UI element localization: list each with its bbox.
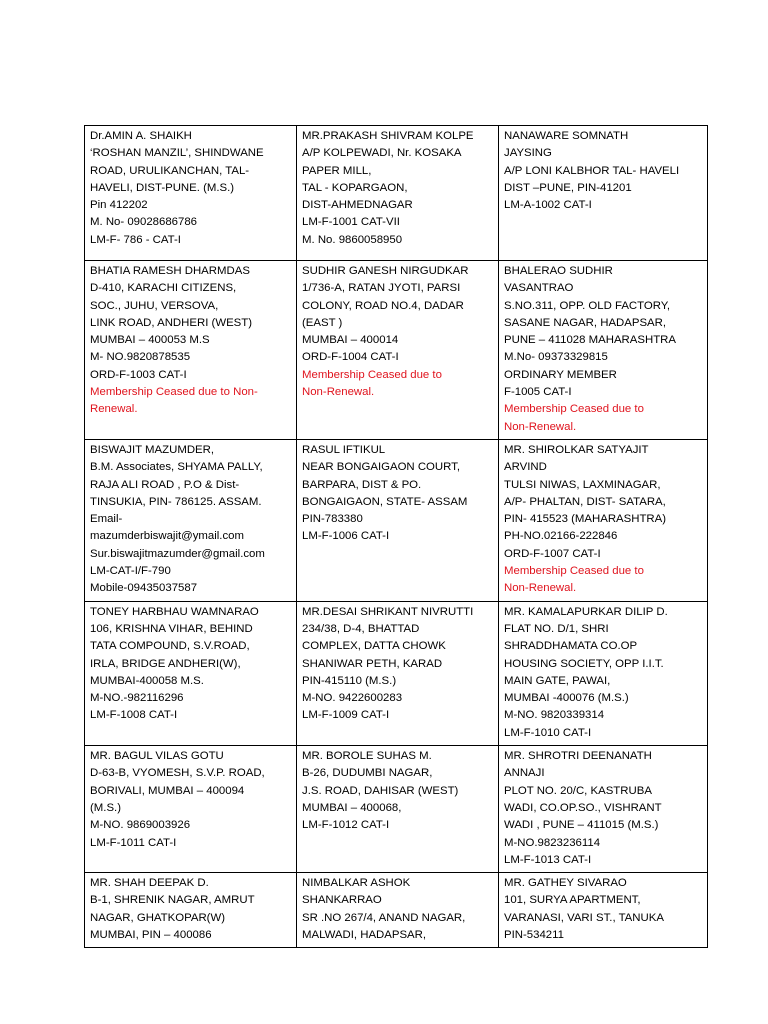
member-entry-cell xyxy=(499,439,708,601)
entry-line: DIST –PUNE, PIN-41201 xyxy=(504,181,632,194)
membership-ceased-note: Non-Renewal. xyxy=(504,582,577,595)
entry-line: D-410, KARACHI CITIZENS, xyxy=(90,282,237,295)
entry-line: ANNAJI xyxy=(504,767,545,780)
entry-line: LM-F-1011 CAT-I xyxy=(90,836,177,849)
member-entry-cell xyxy=(297,873,499,948)
entry-line: MR. BOROLE SUHAS M. xyxy=(302,750,432,763)
entry-line: MR. SHIROLKAR SATYAJIT xyxy=(504,443,649,456)
entry-line: LINK ROAD, ANDHERI (WEST) xyxy=(90,316,253,329)
entry-line: A/P KOLPEWADI, Nr. KOSAKA xyxy=(302,147,462,160)
entry-line: MR. BAGUL VILAS GOTU xyxy=(90,750,224,763)
member-entry-cell xyxy=(499,261,708,440)
entry-line: PUNE – 411028 MAHARASHTRA xyxy=(504,334,676,347)
membership-ceased-note: Membership Ceased due to Non- xyxy=(90,386,258,399)
table-row xyxy=(85,873,708,948)
member-entry-cell xyxy=(499,873,708,948)
membership-ceased-note: Membership Ceased due to xyxy=(302,368,442,381)
entry-line: PIN- 415523 (MAHARASHTRA) xyxy=(504,513,667,526)
entry-line: A/P- PHALTAN, DIST- SATARA, xyxy=(504,495,666,508)
entry-line: PAPER MILL, xyxy=(302,164,372,177)
entry-line: J.S. ROAD, DAHISAR (WEST) xyxy=(302,784,459,797)
member-directory-table xyxy=(84,125,708,948)
entry-line: M.No- 09373329815 xyxy=(504,351,608,364)
entry-line: M-NO. 9869003926 xyxy=(90,819,191,832)
entry-line: MAIN GATE, PAWAI, xyxy=(504,674,611,687)
entry-line: 101, SURYA APARTMENT, xyxy=(504,894,641,907)
entry-line: BHATIA RAMESH DHARMDAS xyxy=(90,265,250,277)
entry-line: D-63-B, VYOMESH, S.V.P. ROAD, xyxy=(90,767,265,780)
membership-ceased-note: Non-Renewal. xyxy=(504,420,577,433)
member-entry-cell xyxy=(85,601,297,745)
entry-line: LM-F- 786 - CAT-I xyxy=(90,233,181,246)
entry-line: SOC., JUHU, VERSOVA, xyxy=(90,299,219,312)
entry-line: FLAT NO. D/1, SHRI xyxy=(504,622,609,635)
entry-line: RAJA ALI ROAD , P.O & Dist- xyxy=(90,478,240,491)
member-entry-cell xyxy=(499,746,708,873)
entry-line: SUDHIR GANESH NIRGUDKAR xyxy=(302,265,469,277)
entry-line: LM-CAT-I/F-790 xyxy=(90,565,171,578)
entry-line: TULSI NIWAS, LAXMINAGAR, xyxy=(504,478,661,491)
entry-line: PIN-415110 (M.S.) xyxy=(302,674,397,687)
entry-line: mazumderbiswajit@ymail.com xyxy=(90,530,244,543)
entry-line: LM-F-1008 CAT-I xyxy=(90,709,178,722)
entry-line: F-1005 CAT-I xyxy=(504,386,572,399)
entry-line: Dr.AMIN A. SHAIKH xyxy=(90,130,192,142)
member-entry-cell xyxy=(297,439,499,601)
entry-line: DIST-AHMEDNAGAR xyxy=(302,199,413,212)
entry-line: ‘ROSHAN MANZIL’, SHINDWANE xyxy=(90,147,264,160)
entry-line: MALWADI, HADAPSAR, xyxy=(302,928,427,941)
entry-line: MUMBAI – 400068, xyxy=(302,801,402,814)
entry-line: SR .NO 267/4, ANAND NAGAR, xyxy=(302,911,466,924)
entry-line: MUMBAI – 400053 M.S xyxy=(90,334,210,347)
entry-line: ORDINARY MEMBER xyxy=(504,368,617,381)
entry-line: BHALERAO SUDHIR xyxy=(504,265,613,277)
entry-line: B.M. Associates, SHYAMA PALLY, xyxy=(90,461,263,474)
entry-line: PIN-783380 xyxy=(302,513,363,526)
entry-line: LM-F-1012 CAT-I xyxy=(302,819,390,832)
entry-line: Pin 412202 xyxy=(90,199,148,212)
entry-line: B-26, DUDUMBI NAGAR, xyxy=(302,767,433,780)
entry-line: HOUSING SOCIETY, OPP I.I.T. xyxy=(504,657,664,670)
entry-line: NAGAR, GHATKOPAR(W) xyxy=(90,911,226,924)
member-entry-cell xyxy=(85,126,297,261)
entry-line: NANAWARE SOMNATH xyxy=(504,130,629,142)
table-row xyxy=(85,261,708,440)
entry-line: RASUL IFTIKUL xyxy=(302,443,386,456)
entry-line: NIMBALKAR ASHOK xyxy=(302,877,411,890)
entry-line: MUMBAI -400076 (M.S.) xyxy=(504,692,629,705)
entry-line: COMPLEX, DATTA CHOWK xyxy=(302,640,446,653)
member-entry-cell xyxy=(499,601,708,745)
entry-line: 1/736-A, RATAN JYOTI, PARSI xyxy=(302,282,461,295)
entry-line: MUMBAI, PIN – 400086 xyxy=(90,928,212,941)
entry-line: A/P LONI KALBHOR TAL- HAVELI xyxy=(504,164,680,177)
entry-line: IRLA, BRIDGE ANDHERI(W), xyxy=(90,657,241,670)
entry-line: M. No. 9860058950 xyxy=(302,233,403,246)
entry-line: WADI, CO.OP.SO., VISHRANT xyxy=(504,801,662,814)
entry-line: LM-F-1009 CAT-I xyxy=(302,709,390,722)
entry-line: LM-F-1010 CAT-I xyxy=(504,726,592,739)
entry-line: JAYSING xyxy=(504,147,552,160)
entry-line: B-1, SHRENIK NAGAR, AMRUT xyxy=(90,894,255,907)
member-entry-cell xyxy=(85,873,297,948)
entry-line: SHRADDHAMATA CO.OP xyxy=(504,640,638,653)
entry-line: M-NO.9823236114 xyxy=(504,836,601,849)
entry-line: ORD-F-1004 CAT-I xyxy=(302,351,399,364)
entry-line: ORD-F-1003 CAT-I xyxy=(90,368,187,381)
entry-line: ORD-F-1007 CAT-I xyxy=(504,547,601,560)
entry-line: BORIVALI, MUMBAI – 400094 xyxy=(90,784,245,797)
entry-line: LM-F-1001 CAT-VII xyxy=(302,216,400,229)
entry-line: TAL - KOPARGAON, xyxy=(302,181,408,194)
table-row xyxy=(85,746,708,873)
member-entry-cell xyxy=(297,126,499,261)
entry-line: TONEY HARBHAU WAMNARAO xyxy=(90,605,259,618)
entry-line: VARANASI, VARI ST., TANUKA xyxy=(504,911,664,924)
entry-line: PIN-534211 xyxy=(504,928,564,941)
entry-line: ARVIND xyxy=(504,461,547,474)
entry-line: WADI , PUNE – 411015 (M.S.) xyxy=(504,819,659,832)
entry-line: MUMBAI – 400014 xyxy=(302,334,399,347)
entry-line: MUMBAI-400058 M.S. xyxy=(90,674,204,687)
entry-line: LM-F-1006 CAT-I xyxy=(302,530,390,543)
entry-line: MR.DESAI SHRIKANT NIVRUTTI xyxy=(302,605,474,618)
entry-line: PH-NO.02166-222846 xyxy=(504,530,618,543)
entry-line: S.NO.311, OPP. OLD FACTORY, xyxy=(504,299,671,312)
entry-line: HAVELI, DIST-PUNE. (M.S.) xyxy=(90,181,235,194)
member-entry-cell xyxy=(297,601,499,745)
entry-line: 234/38, D-4, BHATTAD xyxy=(302,622,420,635)
member-entry-cell xyxy=(297,261,499,440)
member-entry-cell xyxy=(85,261,297,440)
entry-line: 106, KRISHNA VIHAR, BEHIND xyxy=(90,622,253,635)
entry-line: MR. SHAH DEEPAK D. xyxy=(90,877,209,890)
entry-line: MR. KAMALAPURKAR DILIP D. xyxy=(504,605,668,618)
membership-ceased-note: Membership Ceased due to xyxy=(504,403,644,416)
entry-line: PLOT NO. 20/C, KASTRUBA xyxy=(504,784,652,797)
entry-line: NEAR BONGAIGAON COURT, xyxy=(302,461,461,474)
entry-line: Mobile-09435037587 xyxy=(90,582,198,595)
entry-line: MR. GATHEY SIVARAO xyxy=(504,877,627,890)
entry-line: M-NO. 9422600283 xyxy=(302,692,403,705)
entry-line: M- NO.9820878535 xyxy=(90,351,191,364)
member-entry-cell xyxy=(297,746,499,873)
table-row xyxy=(85,126,708,261)
entry-line: TATA COMPOUND, S.V.ROAD, xyxy=(90,640,250,653)
entry-line: M. No- 09028686786 xyxy=(90,216,198,229)
member-entry-cell xyxy=(499,126,708,261)
entry-line: LM-F-1013 CAT-I xyxy=(504,853,592,866)
entry-line: BARPARA, DIST & PO. xyxy=(302,478,422,491)
entry-line: SASANE NAGAR, HADAPSAR, xyxy=(504,316,667,329)
entry-line: MR.PRAKASH SHIVRAM KOLPE xyxy=(302,130,474,142)
member-entry-cell xyxy=(85,439,297,601)
membership-ceased-note: Membership Ceased due to xyxy=(504,565,644,578)
entry-line: MR. SHROTRI DEENANATH xyxy=(504,750,652,763)
entry-line: ROAD, URULIKANCHAN, TAL- xyxy=(90,164,250,177)
entry-line: (EAST ) xyxy=(302,316,343,329)
membership-ceased-note: Non-Renewal. xyxy=(302,386,375,399)
entry-line: LM-A-1002 CAT-I xyxy=(504,199,592,212)
entry-line: (M.S.) xyxy=(90,801,122,814)
membership-ceased-note: Renewal. xyxy=(90,403,138,416)
entry-line: M-NO.-982116296 xyxy=(90,692,184,705)
entry-line: VASANTRAO xyxy=(504,282,574,295)
entry-line: Sur.biswajitmazumder@gmail.com xyxy=(90,547,265,560)
entry-line: SHANKARRAO xyxy=(302,894,382,907)
table-row xyxy=(85,601,708,745)
entry-line: Email- xyxy=(90,513,123,526)
entry-line: BONGAIGAON, STATE- ASSAM xyxy=(302,495,468,508)
table-row xyxy=(85,439,708,601)
entry-line: COLONY, ROAD NO.4, DADAR xyxy=(302,299,464,312)
entry-line: TINSUKIA, PIN- 786125. ASSAM. xyxy=(90,495,262,508)
entry-line: SHANIWAR PETH, KARAD xyxy=(302,657,443,670)
entry-line: BISWAJIT MAZUMDER, xyxy=(90,443,215,456)
member-entry-cell xyxy=(85,746,297,873)
entry-line: M-NO. 9820339314 xyxy=(504,709,605,722)
